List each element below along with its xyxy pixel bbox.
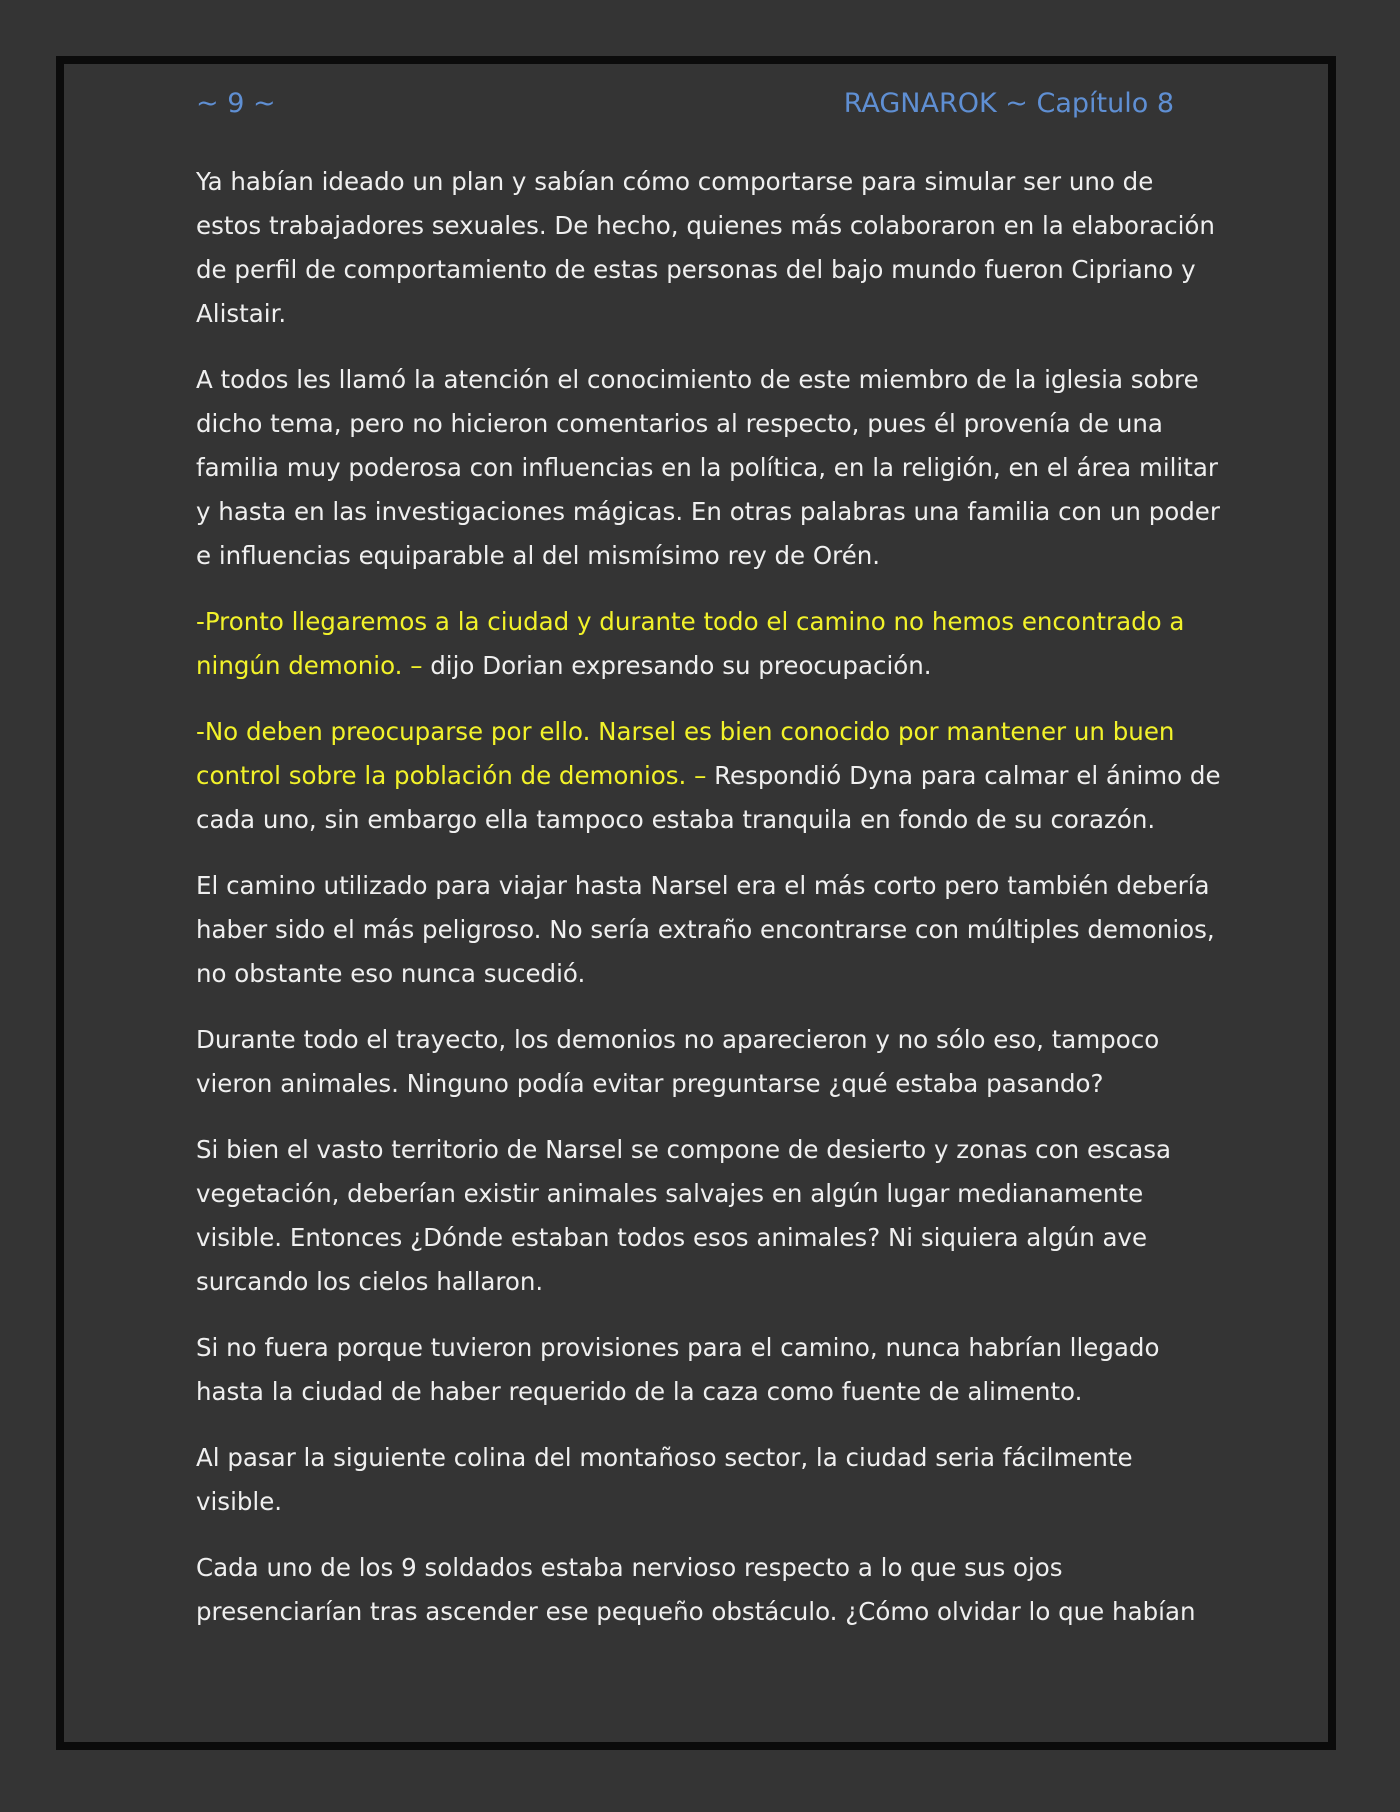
running-title: RAGNAROK ~ Capítulo 8 xyxy=(843,88,1174,119)
body-text xyxy=(196,160,1226,1656)
narration-text: Respondió Dyna para calmar el ánimo de cada uno, sin embargo ella tampoco estaba tranquila en fondo de su corazón. xyxy=(196,761,1221,834)
paragraph xyxy=(196,1326,1226,1414)
narration-text: dijo Dorian expresando su preocupación. xyxy=(422,651,932,680)
dialogue-paragraph xyxy=(196,600,1226,688)
page-header xyxy=(196,84,1174,124)
paragraph xyxy=(196,160,1226,336)
paragraph-text: El camino utilizado para viajar hasta Narsel era el más corto pero también debería haber sido el más peligroso. No sería extraño encontrarse con múltiples demonios, no obstante eso nunca sucedió. xyxy=(196,871,1215,988)
paragraph-text: Al pasar la siguiente colina del montañoso sector, la ciudad seria fácilmente visible. xyxy=(196,1443,1133,1516)
paragraph xyxy=(196,1436,1226,1524)
paragraph-text: Si bien el vasto territorio de Narsel se compone de desierto y zonas con escasa vegetación, deberían existir animales salvajes en algún lugar medianamente visible. Entonces ¿Dónde estaban todos esos animales? Ni siquiera algún ave surcando los cielos hallaron. xyxy=(196,1135,1172,1296)
paragraph-text: A todos les llamó la atención el conocimiento de este miembro de la iglesia sobre dicho tema, pero no hicieron comentarios al respecto, pues él provenía de una familia muy poderosa con influencias en la política, en la religión, en el área militar y hasta en las investigaciones mágicas. En otras palabras una familia con un poder e influencias equiparable al del mismísimo rey de Orén. xyxy=(196,365,1220,570)
paragraph xyxy=(196,1018,1226,1106)
paragraph xyxy=(196,1546,1226,1634)
paragraph xyxy=(196,358,1226,578)
dialogue-text: -Pronto llegaremos a la ciudad y durante todo el camino no hemos encontrado a ningún demonio. – xyxy=(196,607,1185,680)
paragraph-text: Si no fuera porque tuvieron provisiones para el camino, nunca habrían llegado hasta la ciudad de haber requerido de la caza como fuente de alimento. xyxy=(196,1333,1160,1406)
paragraph-text: Durante todo el trayecto, los demonios no aparecieron y no sólo eso, tampoco vieron animales. Ninguno podía evitar preguntarse ¿qué estaba pasando? xyxy=(196,1025,1160,1098)
paragraph xyxy=(196,1128,1226,1304)
paragraph-text: Cada uno de los 9 soldados estaba nervioso respecto a lo que sus ojos presenciarían tras ascender ese pequeño obstáculo. ¿Cómo olvidar lo que habían xyxy=(196,1553,1196,1626)
paragraph-text: Ya habían ideado un plan y sabían cómo comportarse para simular ser uno de estos trabajadores sexuales. De hecho, quienes más colaboraron en la elaboración de perfil de comportamiento de estas personas del bajo mundo fueron Cipriano y Alistair. xyxy=(196,167,1215,328)
page-number: ~ 9 ~ xyxy=(196,88,276,119)
dialogue-text: -No deben preocuparse por ello. Narsel es bien conocido por mantener un buen control sobre la población de demonios. – xyxy=(196,717,1175,790)
dialogue-paragraph xyxy=(196,710,1226,842)
paragraph xyxy=(196,864,1226,996)
